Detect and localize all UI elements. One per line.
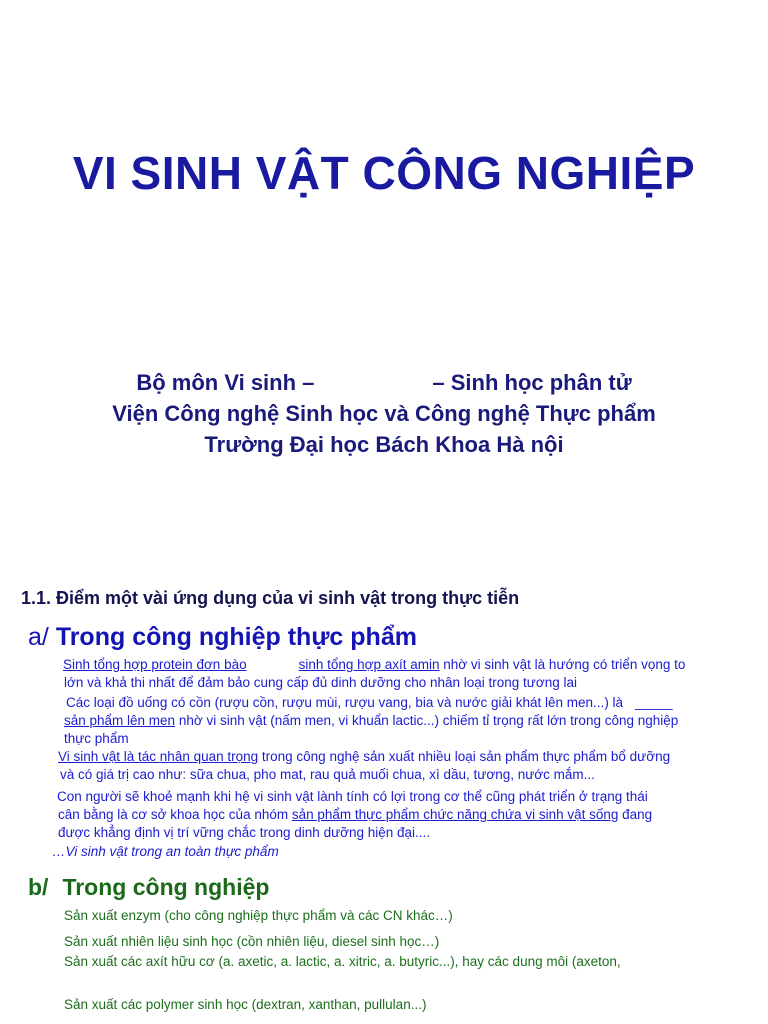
section-heading: 1.1. Điểm một vài ứng dụng của vi sinh vật trong thực tiễn	[21, 588, 520, 608]
item-text: trong công nghệ sản xuất nhiều loại sản phẩm thực phẩm bổ dưỡng	[258, 749, 671, 764]
item-text: Các loại đồ uống có cồn (rượu cồn, rượu mùi, rượu vang, bia và nước giải khát lên men...) là	[66, 695, 624, 710]
section-b-prefix: b/	[28, 874, 49, 900]
list-item-text: và có giá trị cao như: sữa chua, pho mat, rau quả muối chua, xì dầu, tương, nước mắm...	[60, 767, 595, 782]
list-item: Con người sẽ khoẻ mạnh khi hệ vi sinh vật lành tính có lợi trong cơ thể cũng phát triển ở trạng thái	[57, 789, 648, 804]
item-text: cân bằng là cơ sở khoa học của nhóm	[58, 807, 292, 822]
section-b-heading	[28, 874, 269, 901]
list-item-text	[64, 712, 678, 730]
section-a-heading	[28, 623, 417, 652]
department-name-right: – Sinh học phân tử	[432, 370, 632, 395]
affiliation-line-3: Trường Đại học Bách Khoa Hà nội	[204, 432, 564, 457]
list-item	[66, 694, 673, 712]
section-a-prefix: a/	[28, 623, 49, 651]
list-item: Sản xuất các polymer sinh học (dextran, xanthan, pullulan...)	[64, 997, 427, 1012]
link-protein-don-bao[interactable]: Sinh tổng hợp protein đơn bào	[63, 657, 247, 672]
list-item: Sản xuất nhiên liệu sinh học (cồn nhiên liệu, diesel sinh học…)	[64, 934, 440, 949]
affiliation-line-1	[0, 370, 768, 396]
list-item: Sản xuất enzym (cho công nghiệp thực phẩm và các CN khác…)	[64, 908, 453, 923]
item-text-tail: _____	[635, 695, 673, 710]
list-item-text: lớn và khả thi nhất để đảm bảo cung cấp đủ dinh dưỡng cho nhân loại trong tương lai	[64, 675, 577, 690]
link-tac-nhan-quan-trong[interactable]: Vi sinh vật là tác nhân quan trọng	[58, 749, 259, 764]
list-item-text: được khẳng định vị trí vững chắc trong dinh dưỡng hiện đại....	[58, 825, 431, 840]
list-item	[58, 748, 670, 766]
list-item: Sản xuất các axít hữu cơ (a. axetic, a. lactic, a. xitric, a. butyric...), hay các dung môi (axeton,	[64, 954, 621, 969]
item-text: nhờ vi sinh vật (nấm men, vi khuẩn lactic...) chiếm tỉ trọng rất lớn trong công nghiệp	[175, 713, 679, 728]
link-san-pham-len-men[interactable]: sản phẩm lên men	[64, 713, 176, 728]
item-text: nhờ vi sinh vật là hướng có triển vọng to	[439, 657, 686, 672]
list-item-text	[58, 806, 652, 824]
affiliation-line-2: Viện Công nghệ Sinh học và Công nghệ Thực phẩm	[112, 401, 656, 426]
section-a-label: Trong công nghiệp thực phẩm	[55, 623, 417, 651]
item-text: đang	[618, 807, 653, 822]
list-item: …Vi sinh vật trong an toàn thực phẩm	[52, 844, 279, 859]
link-axit-amin[interactable]: sinh tổng hợp axít amin	[298, 657, 440, 672]
link-thuc-pham-chuc-nang[interactable]: sản phẩm thực phẩm chức năng chứa vi sinh vật sống	[291, 807, 619, 822]
department-name-left: Bộ môn Vi sinh –	[136, 370, 315, 395]
list-item	[63, 656, 685, 674]
page-title: VI SINH VẬT CÔNG NGHIỆP	[72, 147, 696, 199]
section-b-label: Trong công nghiệp	[62, 874, 270, 900]
list-item-text: thực phẩm	[64, 731, 129, 746]
